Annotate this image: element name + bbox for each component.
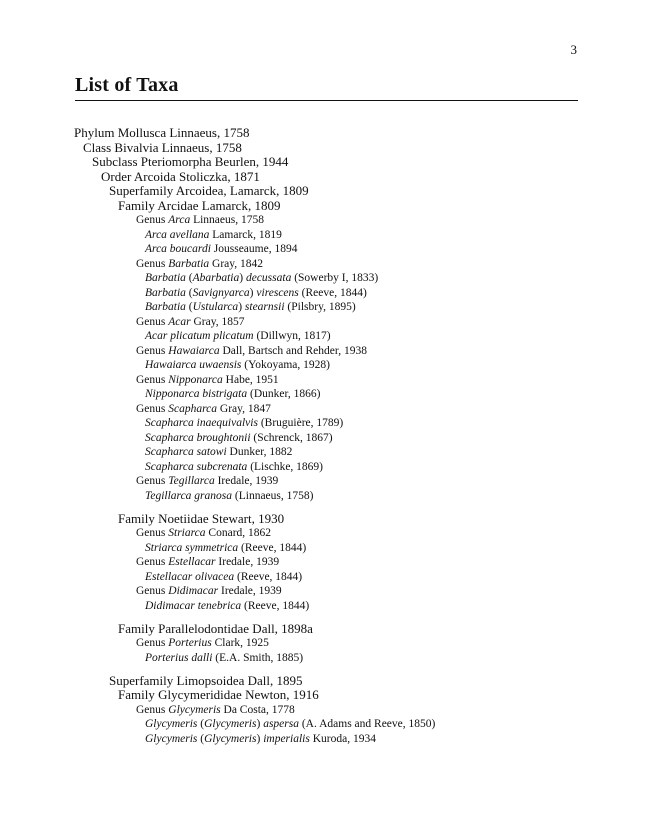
taxon-row xyxy=(0,170,652,185)
taxon-row xyxy=(0,732,652,747)
taxon-name-italic: Scapharca satowi xyxy=(145,446,227,458)
taxon-text: ) xyxy=(238,301,245,313)
taxon-row xyxy=(0,155,652,170)
taxon-row xyxy=(0,717,652,732)
taxon-row xyxy=(0,570,652,585)
taxon-row xyxy=(0,329,652,344)
taxon-text: Genus xyxy=(136,373,169,386)
taxon-name-italic: Tegillarca granosa xyxy=(145,489,233,502)
title-rule xyxy=(75,100,578,101)
taxon-text: Superfamily Limopsoidea Dall, 1895 xyxy=(109,672,303,688)
taxon-name-italic: Arca xyxy=(168,214,191,226)
taxon-row xyxy=(0,526,652,541)
taxon-name-italic: Striarca xyxy=(168,527,206,539)
taxon-row xyxy=(0,286,652,301)
taxon-name-italic: aspersa xyxy=(263,718,299,730)
taxon-text: Iredale, 1939 xyxy=(218,585,282,597)
taxon-name-italic: imperialis xyxy=(263,732,310,745)
taxon-name-italic: Hawaiarca uwaensis xyxy=(145,359,242,371)
taxon-name-italic: Estellacar xyxy=(168,556,216,568)
taxon-text: Genus xyxy=(136,703,169,716)
taxon-text: Iredale, 1939 xyxy=(215,556,280,568)
page-number: 3 xyxy=(570,42,577,57)
taxon-row xyxy=(0,489,652,504)
taxon-name-italic: Glycymeris xyxy=(145,718,198,730)
taxon-text: Genus xyxy=(136,257,169,270)
page-title: List of Taxa xyxy=(75,74,179,96)
taxon-name-italic: Scapharca broughtonii xyxy=(145,431,251,444)
taxon-row xyxy=(0,402,652,417)
taxon-text: Class Bivalvia Linnaeus, 1758 xyxy=(83,139,242,155)
taxon-text: Habe, 1951 xyxy=(222,373,279,386)
taxon-name-italic: Arca avellana xyxy=(145,228,210,241)
taxon-name-italic: Abarbatia xyxy=(192,272,240,284)
taxon-row xyxy=(0,416,652,431)
taxon-text: Genus xyxy=(136,637,169,649)
taxon-name-italic: Glycymeris xyxy=(204,732,257,745)
taxon-name-italic: Didimacar tenebrica xyxy=(145,599,242,612)
taxon-name-italic: Porterius dalli xyxy=(145,651,213,664)
taxon-text: (Lischke, 1869) xyxy=(247,460,324,473)
taxon-text: (Dillwyn, 1817) xyxy=(253,330,331,342)
taxon-text: ( xyxy=(185,272,193,284)
taxon-text: Genus xyxy=(136,585,169,597)
taxon-text: ) xyxy=(249,286,257,299)
taxon-row xyxy=(0,242,652,257)
taxon-text: Linnaeus, 1758 xyxy=(190,214,264,226)
taxon-row xyxy=(0,674,652,689)
taxon-text: Genus xyxy=(136,344,169,357)
taxon-row xyxy=(0,199,652,214)
taxon-row xyxy=(0,512,652,527)
taxon-text: Superfamily Arcoidea, Lamarck, 1809 xyxy=(109,183,309,198)
taxon-text: (Pilsbry, 1895) xyxy=(284,301,356,313)
taxon-row xyxy=(0,431,652,446)
taxon-row xyxy=(0,257,652,272)
taxon-text: Family Noetiidae Stewart, 1930 xyxy=(118,510,285,526)
taxon-row xyxy=(0,445,652,460)
taxon-text: Genus xyxy=(136,402,169,415)
taxon-row xyxy=(0,141,652,156)
taxon-name-italic: Scapharca subcrenata xyxy=(145,460,248,473)
taxon-name-italic: Didimacar xyxy=(168,585,219,597)
taxon-name-italic: Barbatia xyxy=(145,286,186,299)
taxon-text: Clark, 1925 xyxy=(211,637,269,649)
taxon-text: (Dunker, 1866) xyxy=(247,388,321,400)
taxon-name-italic: Barbatia xyxy=(145,301,186,313)
taxon-name-italic: Porterius xyxy=(168,637,212,649)
taxon-row xyxy=(0,213,652,228)
taxon-text: Genus xyxy=(136,556,169,568)
taxon-name-italic: Scapharca xyxy=(168,402,218,415)
taxon-row xyxy=(0,358,652,373)
taxon-name-italic: Savignyarca xyxy=(192,286,250,299)
taxon-name-italic: Nipponarca xyxy=(168,373,223,386)
taxon-name-italic: Glycymeris xyxy=(145,732,198,745)
taxon-row xyxy=(0,555,652,570)
taxon-name-italic: Ustularca xyxy=(192,301,239,313)
taxon-text: ) xyxy=(239,272,246,284)
taxon-text: Genus xyxy=(136,475,169,487)
taxon-text: Gray, 1842 xyxy=(209,257,264,270)
taxon-text: (A. Adams and Reeve, 1850) xyxy=(298,718,436,730)
taxon-name-italic: Tegillarca xyxy=(168,475,215,487)
taxon-name-italic: decussata xyxy=(245,272,292,284)
taxon-text: Genus xyxy=(136,315,169,328)
taxon-row xyxy=(0,636,652,651)
taxon-text: Genus xyxy=(136,527,169,539)
taxon-name-italic: Nipponarca bistrigata xyxy=(145,388,248,400)
taxon-name-italic: Acar xyxy=(168,315,191,328)
taxon-text: Genus xyxy=(136,214,169,226)
taxon-text: (Reeve, 1844) xyxy=(241,599,310,612)
taxon-row xyxy=(0,622,652,637)
taxon-name-italic: Hawaiarca xyxy=(168,344,220,357)
taxon-text: (Sowerby I, 1833) xyxy=(291,272,379,284)
taxon-name-italic: Glycymeris xyxy=(204,718,257,730)
taxon-name-italic: stearnsii xyxy=(244,301,285,313)
taxon-text: Dall, Bartsch and Rehder, 1938 xyxy=(219,344,367,357)
taxa-list xyxy=(0,126,652,746)
taxon-text: (Linnaeus, 1758) xyxy=(232,489,314,502)
taxon-row xyxy=(0,460,652,475)
taxon-text: Kuroda, 1934 xyxy=(309,732,376,745)
taxon-text: Iredale, 1939 xyxy=(214,475,279,487)
taxon-text: Jousseaume, 1894 xyxy=(210,243,298,255)
taxon-row xyxy=(0,703,652,718)
taxon-name-italic: Barbatia xyxy=(168,257,210,270)
taxon-row xyxy=(0,688,652,703)
taxon-text: (Schrenck, 1867) xyxy=(250,431,333,444)
taxon-text: (Bruguière, 1789) xyxy=(257,417,344,429)
taxon-text: ) xyxy=(256,732,264,745)
taxon-text: Conard, 1862 xyxy=(205,527,272,539)
taxon-text: (Reeve, 1844) xyxy=(298,286,367,299)
taxon-row xyxy=(0,651,652,666)
taxon-text: ( xyxy=(197,718,205,730)
taxon-text: Gray, 1847 xyxy=(217,402,271,415)
taxon-text: ( xyxy=(185,301,193,313)
taxon-text: (E.A. Smith, 1885) xyxy=(212,651,304,664)
taxon-row xyxy=(0,315,652,330)
taxon-name-italic: Acar plicatum plicatum xyxy=(145,330,254,342)
taxon-row xyxy=(0,271,652,286)
taxon-text: Lamarck, 1819 xyxy=(209,228,282,241)
taxon-text: Subclass Pteriomorpha Beurlen, 1944 xyxy=(92,154,289,169)
taxon-name-italic: virescens xyxy=(256,286,299,299)
taxon-text: Da Costa, 1778 xyxy=(220,703,295,716)
taxon-row xyxy=(0,541,652,556)
taxon-row xyxy=(0,126,652,141)
taxon-text: ( xyxy=(197,732,205,745)
taxon-text: (Yokoyama, 1928) xyxy=(241,359,330,371)
taxon-text: Order Arcoida Stoliczka, 1871 xyxy=(101,168,260,184)
taxon-name-italic: Scapharca inaequivalvis xyxy=(145,417,258,429)
taxon-name-italic: Arca boucardi xyxy=(145,243,211,255)
taxon-row xyxy=(0,344,652,359)
taxon-text: ) xyxy=(256,718,264,730)
taxon-row xyxy=(0,599,652,614)
taxon-row xyxy=(0,300,652,315)
taxon-row xyxy=(0,228,652,243)
taxon-name-italic: Estellacar olivacea xyxy=(145,570,235,583)
taxon-text: Family Arcidae Lamarck, 1809 xyxy=(118,197,281,213)
taxon-text: Gray, 1857 xyxy=(190,315,245,328)
taxon-text: (Reeve, 1844) xyxy=(234,570,303,583)
taxon-row xyxy=(0,584,652,599)
taxon-text: Dunker, 1882 xyxy=(226,446,293,458)
taxon-text: ( xyxy=(185,286,193,299)
taxon-row xyxy=(0,474,652,489)
taxon-row xyxy=(0,387,652,402)
taxon-text: Phylum Mollusca Linnaeus, 1758 xyxy=(74,125,250,140)
taxon-name-italic: Barbatia xyxy=(145,272,186,284)
taxon-text: Family Glycymerididae Newton, 1916 xyxy=(118,687,319,702)
taxon-name-italic: Striarca symmetrica xyxy=(145,541,239,554)
taxon-text: (Reeve, 1844) xyxy=(238,541,307,554)
taxon-name-italic: Glycymeris xyxy=(168,703,221,716)
taxon-row xyxy=(0,373,652,388)
taxon-row xyxy=(0,184,652,199)
taxon-text: Family Parallelodontidae Dall, 1898a xyxy=(118,620,313,636)
